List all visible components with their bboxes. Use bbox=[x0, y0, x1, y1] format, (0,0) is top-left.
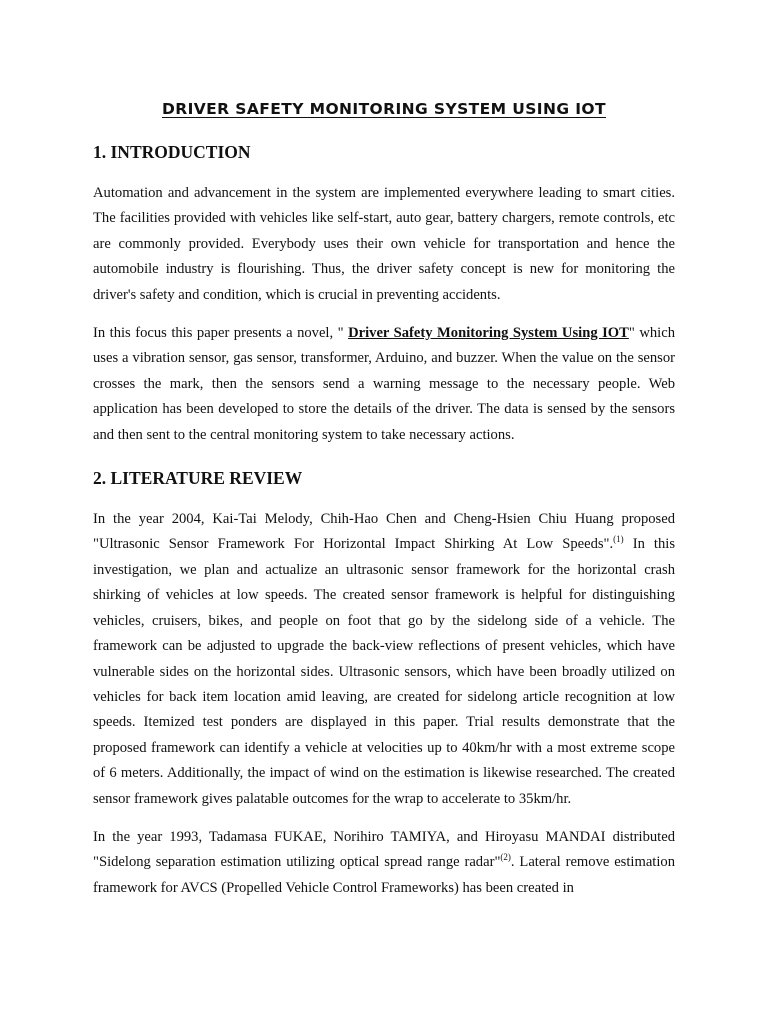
section-heading-introduction: 1. INTRODUCTION bbox=[93, 142, 251, 162]
lit-p2-text-before: In the year 1993, Tadamasa FUKAE, Norihiro TAMIYA, and Hiroyasu MANDAI distributed "Sidelong separation estimation utilizing optical spread range radar" bbox=[93, 828, 675, 871]
intro-p2-text-before: In this focus this paper presents a novel, " bbox=[93, 325, 349, 342]
lit-paragraph-2 bbox=[93, 825, 675, 901]
system-name-emphasis: Driver Safety Monitoring System Using IOT bbox=[348, 325, 629, 342]
intro-p2-text-after: " which uses a vibration sensor, gas sensor, transformer, Arduino, and buzzer. When the value on the sensor crosses the mark, then the sensors send a warning message to the necessary people. Web application has been developed to store the details of the driver. The data is sensed by the sensors and then sent to the central monitoring system to take necessary actions. bbox=[93, 325, 675, 443]
reference-marker-2: (2) bbox=[500, 852, 511, 863]
intro-paragraph-2 bbox=[93, 321, 675, 448]
lit-p2-text-after: . Lateral remove estimation framework for AVCS (Propelled Vehicle Control Frameworks) has been created in bbox=[93, 854, 676, 896]
document-title: DRIVER SAFETY MONITORING SYSTEM USING IOT bbox=[162, 100, 606, 118]
reference-marker-1: (1) bbox=[613, 534, 624, 545]
lit-p1-text-before: In the year 2004, Kai-Tai Melody, Chih-Hao Chen and Cheng-Hsien Chiu Huang proposed "Ultrasonic Sensor Framework For Horizontal Impact Shirking At Low Speeds". bbox=[93, 511, 675, 553]
intro-paragraph-1: Automation and advancement in the system are implemented everywhere leading to smart cities. The facilities provided with vehicles like self-start, auto gear, battery chargers, remote controls, etc are commonly provided. Everybody uses their own vehicle for transportation and hence the automobile industry is flourishing. Thus, the driver safety concept is new for monitoring the driver's safety and condition, which is crucial in preventing accidents. bbox=[93, 185, 675, 303]
section-heading-literature-review: 2. LITERATURE REVIEW bbox=[93, 468, 303, 489]
lit-paragraph-1 bbox=[93, 507, 675, 812]
lit-p1-text-after: In this investigation, we plan and actualize an ultrasonic sensor framework for the horizontal crash shirking of vehicles at low speeds. The created sensor framework is helpful for distinguishing vehicles, cruisers, bikes, and people on foot that go by the sidelong side of a vehicle. The framework can be adjusted to upgrade the back-view reflections of present vehicles, which have vulnerable sides on the horizontal sides. Ultrasonic sensors, which have been broadly utilized on vehicles for back item location amid leaving, are created for sidelong article recognition at low speeds. Itemized test ponders are displayed in this paper. Trial results demonstrate that the proposed framework can identify a vehicle at velocities up to 40km/hr with a most extreme scope of 6 meters. Additionally, the impact of wind on the estimation is likewise researched. The created sensor framework gives palatable outcomes for the wrap to accelerate to 35km/hr. bbox=[93, 536, 675, 807]
